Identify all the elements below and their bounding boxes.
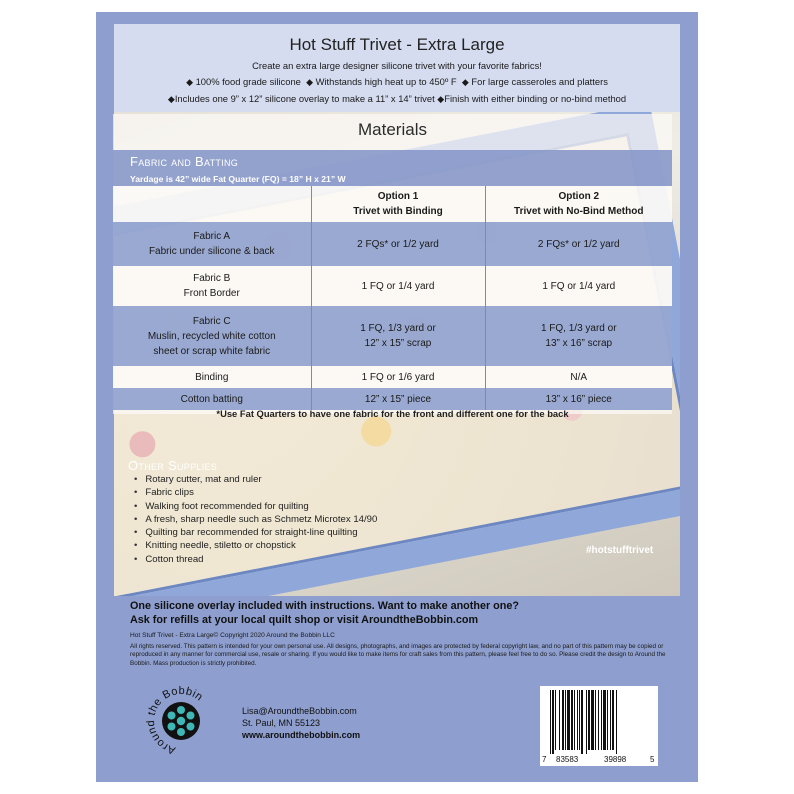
barcode-bar	[555, 690, 556, 750]
barcode-bars	[550, 690, 617, 754]
list-item: • Knitting needle, stiletto or chopstick	[134, 539, 377, 552]
table-row	[113, 366, 672, 388]
table-cell: 2 FQs* or 1/2 yard	[485, 222, 672, 266]
table-cell: 1 FQ, 1/3 yard or 13” x 16” scrap	[485, 306, 672, 366]
table-cell: Fabric B Front Border	[113, 266, 311, 306]
feature-finish: Finish with either binding or no-bind method	[444, 93, 627, 104]
contact-block	[242, 705, 360, 741]
list-item: • Fabric clips	[134, 486, 377, 499]
postal-address: St. Paul, MN 55123	[242, 718, 321, 728]
diamond-bullet-icon: ◆	[461, 77, 469, 87]
refill-line-2: Ask for refills at your local quilt shop or visit AroundtheBobbin.com	[130, 614, 479, 626]
diamond-bullet-icon: ◆	[167, 94, 175, 104]
diamond-bullet-icon: ◆	[306, 77, 314, 87]
barcode-bar	[577, 690, 578, 750]
barcode-bar	[598, 690, 599, 750]
barcode-bar	[574, 690, 575, 750]
barcode-digits-3: 39898	[604, 755, 627, 764]
list-item: • Walking foot recommended for quilting	[134, 500, 377, 513]
refill-line-1: One silicone overlay included with instructions. Want to make another one?	[130, 600, 519, 612]
other-supplies-list	[134, 473, 377, 566]
barcode-bar	[612, 690, 614, 750]
hashtag-label: #hotstufftrivet	[586, 545, 654, 556]
barcode-bar	[595, 690, 596, 750]
feature-casseroles: For large casseroles and platters	[471, 76, 608, 87]
barcode-bar	[565, 690, 566, 750]
table-cell: 1 FQ or 1/6 yard	[311, 366, 485, 388]
feature-overlay: Includes one 9” x 12” silicone overlay to make a 11” x 14” trivet	[174, 93, 435, 104]
table-header-cell	[113, 186, 311, 222]
table-cell: 2 FQs* or 1/2 yard	[311, 222, 485, 266]
header-card	[114, 24, 680, 112]
barcode-bar	[586, 690, 587, 754]
yardage-note: Yardage is 42” wide Fat Quarter (FQ) = 18” H x 21” W	[130, 174, 346, 184]
barcode-digit-4: 5	[650, 755, 655, 764]
barcode-bar	[601, 690, 602, 750]
barcode-bar	[567, 690, 570, 750]
subtitle: Create an extra large designer silicone trivet with your favorite fabrics!	[252, 60, 542, 71]
feature-heat: Withstands high heat up to 450º F	[315, 76, 457, 87]
barcode-bar	[610, 690, 611, 750]
feature-line-1	[114, 76, 680, 88]
table-cell: N/A	[485, 366, 672, 388]
upc-barcode	[540, 686, 658, 766]
fat-quarter-footnote: *Use Fat Quarters to have one fabric for the front and different one for the back	[216, 408, 569, 419]
barcode-bar	[603, 690, 606, 750]
barcode-bar	[552, 690, 554, 754]
table-cell: 12” x 15” piece	[311, 388, 485, 410]
table-row	[113, 388, 672, 410]
table-cell: Binding	[113, 366, 311, 388]
list-item: • Cotton thread	[134, 553, 377, 566]
table-cell: 1 FQ or 1/4 yard	[485, 266, 672, 306]
list-item: • Quilting bar recommended for straight-line quilting	[134, 526, 377, 539]
feature-line-2	[114, 93, 680, 105]
diamond-bullet-icon: ◆	[437, 94, 445, 104]
barcode-bar	[581, 690, 583, 754]
barcode-bar	[607, 690, 608, 750]
rights-paragraph: All rights reserved. This pattern is intended for your own personal use. All designs, photographs, and images are protected by federal copyright law, and no part of this pattern may be copied or reproduced in any manner for commercial use, resale or sharing. If you would like to make items for craft sales from this pattern, please feel free to do so. Please credit the design to Around the Bobbin. Mass production is strictly prohibited.	[130, 643, 666, 667]
barcode-bar	[562, 690, 564, 750]
fabric-batting-heading: Fabric and Batting	[130, 154, 239, 169]
table-cell: 13” x 16” piece	[485, 388, 672, 410]
materials-title: Materials	[358, 120, 427, 139]
table-row	[113, 306, 672, 366]
other-supplies-heading: Other Supplies	[128, 458, 218, 473]
feature-food-grade: 100% food grade silicone	[195, 76, 301, 87]
barcode-bar	[579, 690, 580, 750]
table-cell: 1 FQ or 1/4 yard	[311, 266, 485, 306]
barcode-bar	[591, 690, 594, 750]
website-url: www.aroundthebobbin.com	[242, 730, 361, 740]
table-header-cell: Option 1 Trivet with Binding	[311, 186, 485, 222]
barcode-digits-2: 83583	[556, 755, 579, 764]
list-item: • A fresh, sharp needle such as Schmetz Microtex 14/90	[134, 513, 377, 526]
barcode-bar	[550, 690, 551, 754]
around-the-bobbin-logo	[138, 678, 224, 764]
email-address: Lisa@AroundtheBobbin.com	[242, 706, 357, 716]
barcode-bar	[559, 690, 560, 750]
barcode-bar	[588, 690, 590, 750]
diamond-bullet-icon: ◆	[186, 77, 193, 87]
table-header-cell: Option 2 Trivet with No-Bind Method	[485, 186, 672, 222]
logo-text: Around the Bobbin	[144, 684, 206, 757]
table-cell: Cotton batting	[113, 388, 311, 410]
page-title: Hot Stuff Trivet - Extra Large	[289, 35, 505, 54]
barcode-digit-1: 7	[542, 755, 547, 764]
table-cell: Fabric A Fabric under silicone & back	[113, 222, 311, 266]
copyright-line: Hot Stuff Trivet - Extra Large© Copyright 2020 Around the Bobbin LLC	[130, 632, 335, 639]
barcode-bar	[571, 690, 573, 750]
table-cell: 1 FQ, 1/3 yard or 12” x 15” scrap	[311, 306, 485, 366]
table-row	[113, 222, 672, 266]
table-cell: Fabric C Muslin, recycled white cotton sheet or scrap white fabric	[113, 306, 311, 366]
barcode-bar	[616, 690, 617, 754]
table-row	[113, 266, 672, 306]
list-item: • Rotary cutter, mat and ruler	[134, 473, 377, 486]
materials-table	[113, 186, 672, 410]
table-header-row	[113, 186, 672, 222]
